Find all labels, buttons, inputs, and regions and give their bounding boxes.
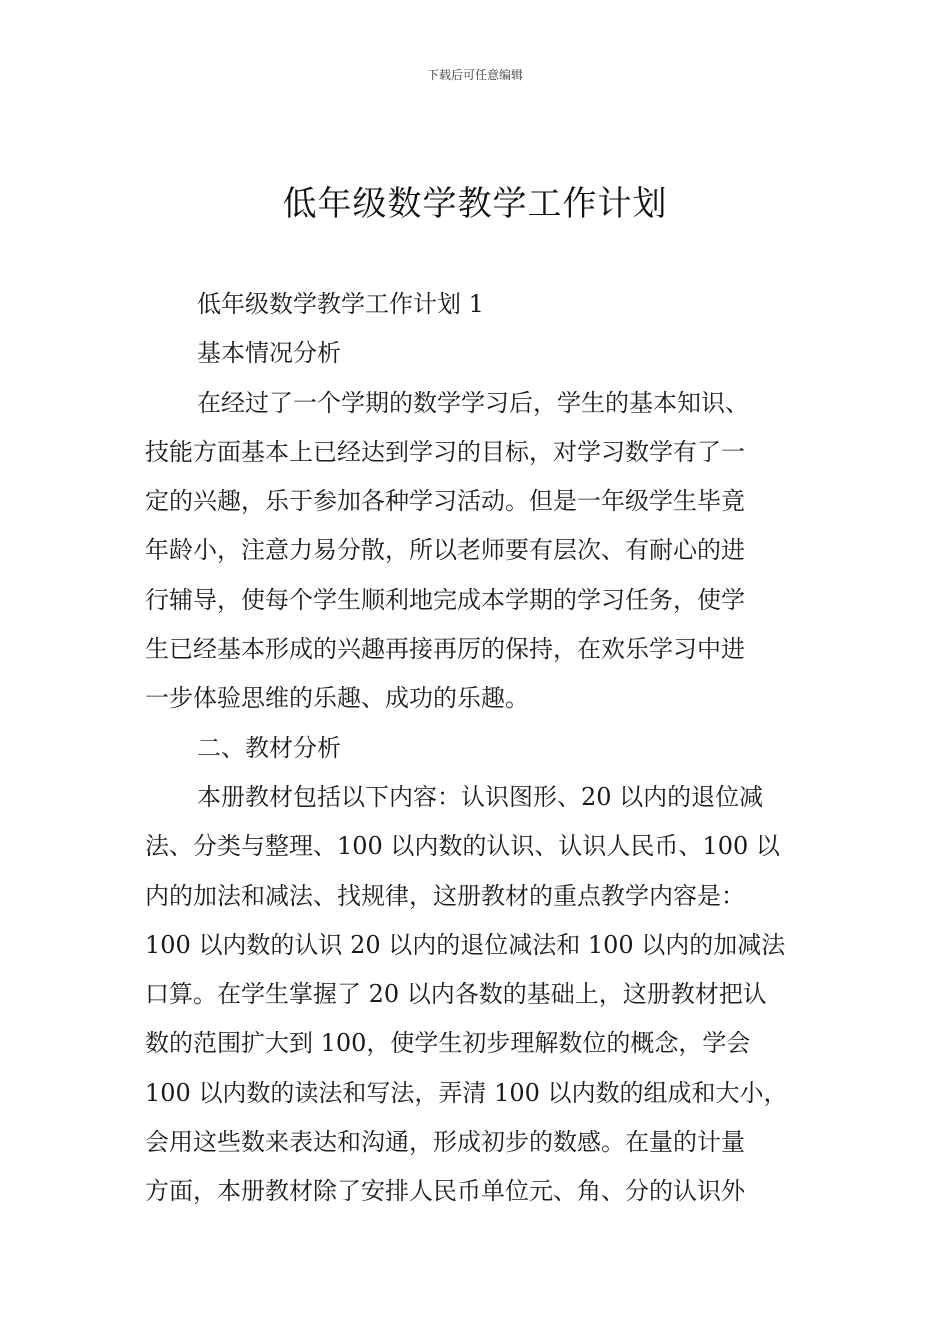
text-line: 一步体验思维的乐趣、成功的乐趣。 xyxy=(145,684,529,713)
text-line: 法、分类与整理、100 以内数的认识、认识人民币、100 以 xyxy=(145,832,780,861)
text-line: 技能方面基本上已经达到学习的目标，对学习数学有了一 xyxy=(145,437,745,466)
text-line: 口算。在学生掌握了 20 以内各数的基础上，这册教材把认 xyxy=(145,980,767,1009)
text-line: 数的范围扩大到 100，使学生初步理解数位的概念，学会 xyxy=(145,1029,751,1058)
text-line: 方面，本册教材除了安排人民币单位元、角、分的认识外 xyxy=(145,1177,745,1206)
text-line: 内的加法和减法、找规律，这册教材的重点教学内容是： xyxy=(145,881,745,910)
text-line: 100 以内数的认识 20 以内的退位减法和 100 以内的加减法 xyxy=(145,930,786,959)
text-line: 在经过了一个学期的数学学习后，学生的基本知识、 xyxy=(197,388,749,417)
text-line: 100 以内数的读法和写法，弄清 100 以内数的组成和大小， xyxy=(145,1078,788,1107)
download-note: 下载后可任意编辑 xyxy=(426,68,523,82)
text-line: 二、教材分析 xyxy=(197,733,341,762)
document-body xyxy=(145,280,810,1217)
text-line: 本册教材包括以下内容：认识图形、20 以内的退位减 xyxy=(197,782,764,811)
text-line: 低年级数学教学工作计划 1 xyxy=(197,290,484,318)
document-title: 低年级数学教学工作计划 xyxy=(282,184,668,224)
text-line: 基本情况分析 xyxy=(197,339,341,368)
text-line: 定的兴趣，乐于参加各种学习活动。但是一年级学生毕竟 xyxy=(145,487,745,516)
text-line: 生已经基本形成的兴趣再接再厉的保持，在欢乐学习中进 xyxy=(145,635,745,664)
text-line: 行辅导，使每个学生顺利地完成本学期的学习任务，使学 xyxy=(145,585,745,614)
text-line: 会用这些数来表达和沟通，形成初步的数感。在量的计量 xyxy=(145,1128,745,1157)
text-line: 年龄小，注意力易分散，所以老师要有层次、有耐心的进 xyxy=(145,536,745,565)
